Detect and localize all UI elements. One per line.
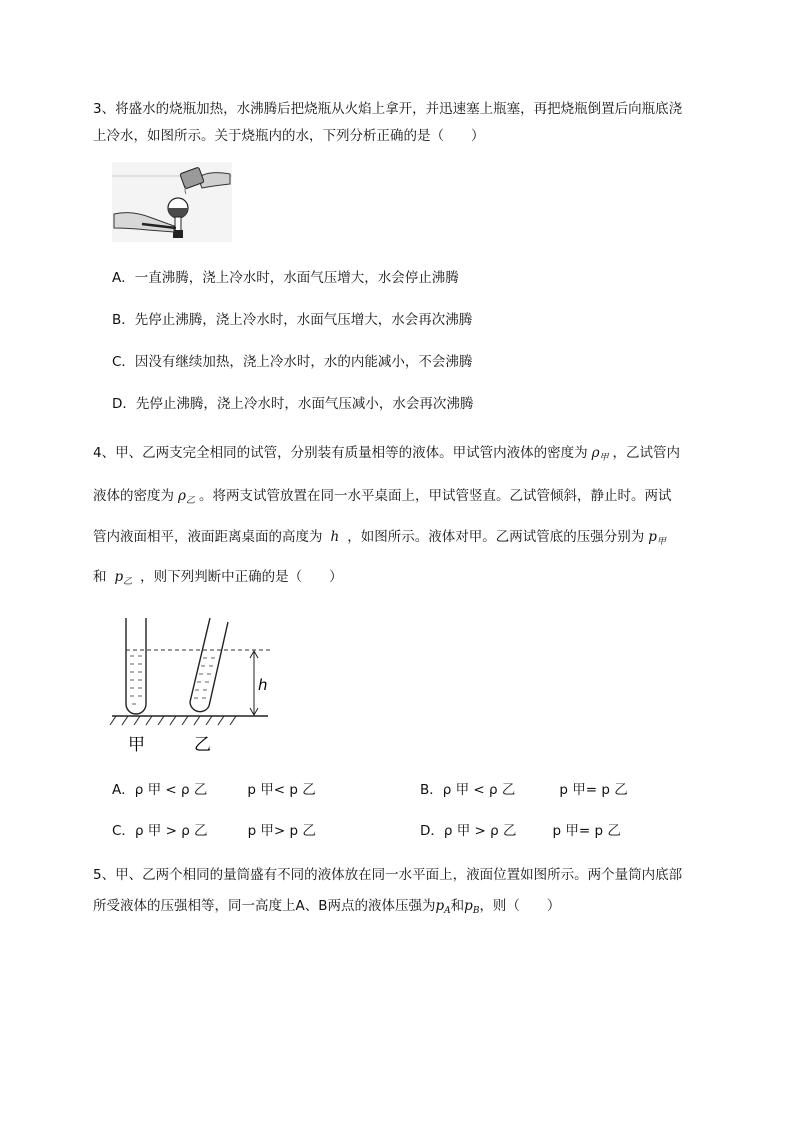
q3-option-a: A．一直沸腾，浇上冷水时，水面气压增大，水会停止沸腾 xyxy=(112,270,459,286)
q4-line1 xyxy=(93,443,680,468)
q4-option-d-p: p 甲= p 乙 xyxy=(552,823,621,839)
rho-yi-symbol: $\rho_乙$ xyxy=(178,488,195,506)
q4-line3-text-b: ，如图所示。液体对甲。乙两试管底的压强分别为 xyxy=(347,529,645,545)
q4-option-d-rho: ρ 甲 > ρ 乙 xyxy=(443,823,517,839)
q4-option-a-p: p 甲< p 乙 xyxy=(247,782,316,798)
q4-option-c-rho: ρ 甲 > ρ 乙 xyxy=(134,823,208,839)
q3-flask-figure xyxy=(112,162,232,242)
figure-jia-label: 甲 xyxy=(128,735,145,755)
q4-line4-text-b: ，则下列判断中正确的是（ ） xyxy=(140,569,343,585)
p-jia-symbol: $p_甲$ xyxy=(648,529,666,547)
p-b-symbol: $p_B$ xyxy=(464,898,480,916)
q4-line1-text-a: 4、甲、乙两支完全相同的试管，分别装有质量相等的液体。甲试管内液体的密度为 xyxy=(93,445,588,461)
q4-option-a: A．ρ 甲 < ρ 乙 p 甲< p 乙 xyxy=(112,782,316,798)
q4-line2-text-b: 。将两支试管放置在同一水平桌面上，甲试管竖直。乙试管倾斜，静止时。两试 xyxy=(198,488,672,504)
q5-line2-text-c: ，则（ ） xyxy=(479,898,561,914)
q3-option-d: D．先停止沸腾，浇上冷水时，水面气压减小，水会再次沸腾 xyxy=(112,396,474,412)
h-symbol: h xyxy=(330,529,340,545)
q5-line2-text-b: 和 xyxy=(450,898,465,914)
q4-line3-text-a: 管内液面相平，液面距离桌面的高度为 xyxy=(93,529,323,545)
q4-option-b: B．ρ 甲 < ρ 乙 p 甲= p 乙 xyxy=(420,782,628,798)
q4-option-b-rho: ρ 甲 < ρ 乙 xyxy=(442,782,516,798)
figure-h-label: h xyxy=(258,676,268,694)
q5-line1: 5、甲、乙两个相同的量筒盛有不同的液体放在同一水平面上，液面位置如图所示。两个量筒内底部 xyxy=(93,867,683,883)
q5-line2-text-a: 所受液体的压强相等，同一高度上A、B两点的液体压强为 xyxy=(93,898,436,914)
q4-line2-text-a: 液体的密度为 xyxy=(93,488,174,504)
q4-option-a-rho: ρ 甲 < ρ 乙 xyxy=(134,782,208,798)
q4-line4 xyxy=(93,567,343,592)
q3-option-b: B．先停止沸腾，浇上冷水时，水面气压增大，水会再次沸腾 xyxy=(112,312,473,328)
q4-option-c: C．ρ 甲 > ρ 乙 p 甲> p 乙 xyxy=(112,823,316,839)
q5-line2 xyxy=(93,896,560,921)
q4-option-c-p: p 甲> p 乙 xyxy=(247,823,316,839)
p-a-symbol: $p_A$ xyxy=(435,898,451,916)
p-yi-symbol: $p_乙$ xyxy=(114,569,133,587)
rho-jia-symbol: $\rho_甲$ xyxy=(591,445,609,463)
q3-option-c: C．因没有继续加热，浇上冷水时，水的内能减小，不会沸腾 xyxy=(112,354,473,370)
q3-stem-line1: 3、将盛水的烧瓶加热，水沸腾后把烧瓶从火焰上拿开，并迅速塞上瓶塞，再把烧瓶倒置后向瓶底浇 xyxy=(93,101,683,117)
q4-line2 xyxy=(93,486,671,511)
q3-stem-line2: 上冷水，如图所示。关于烧瓶内的水，下列分析正确的是（ ） xyxy=(93,128,485,144)
q4-line3 xyxy=(93,527,670,552)
q4-option-b-p: p 甲= p 乙 xyxy=(559,782,628,798)
q4-line4-text-a: 和 xyxy=(93,569,107,585)
q4-option-d: D．ρ 甲 > ρ 乙 p 甲= p 乙 xyxy=(420,823,621,839)
figure-yi-label: 乙 xyxy=(194,735,211,755)
q4-test-tubes-figure xyxy=(108,612,288,758)
q4-line1-text-b: ，乙试管内 xyxy=(612,445,681,461)
